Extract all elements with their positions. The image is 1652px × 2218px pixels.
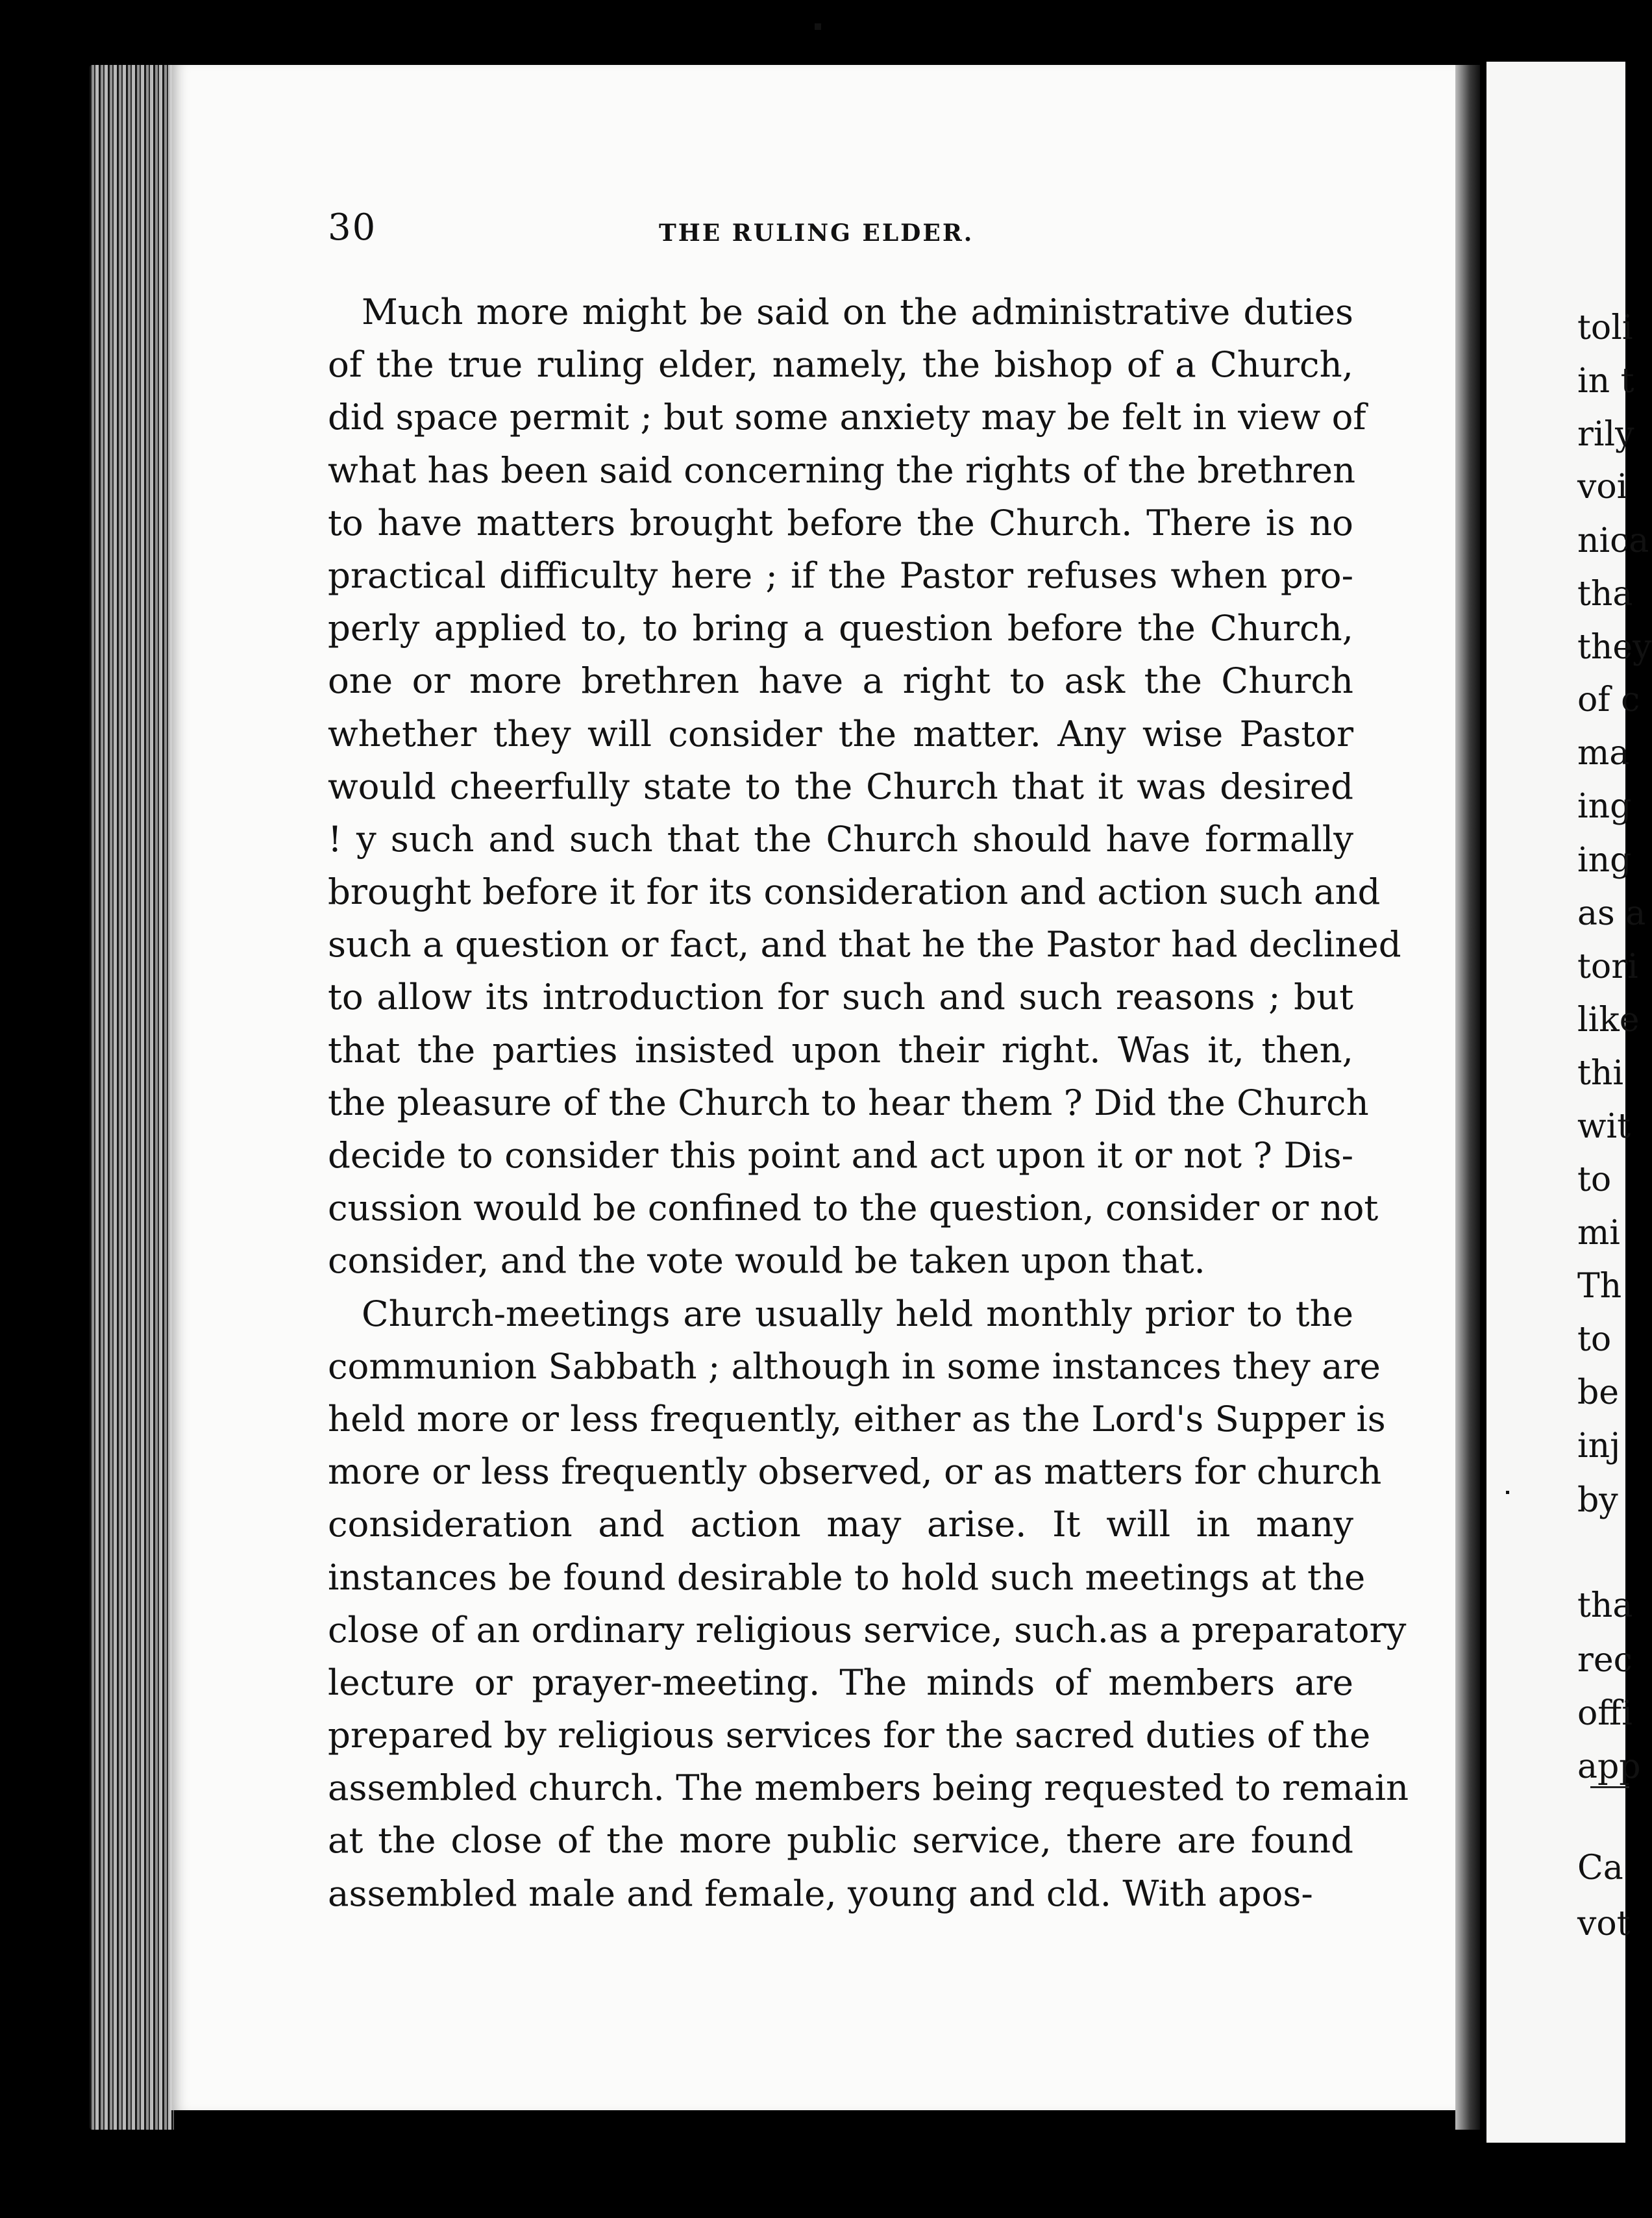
text-line: to have matters brought before the Church. There is no [328,501,1353,543]
text-line: assembled male and female, young and cld. With apos- [328,1872,1313,1914]
text-line: decide to consider this point and act upon it or not ? Dis- [328,1134,1353,1176]
text-line: ! y such and such that the Church should have formally [328,817,1353,860]
facing-page-line: toli [1577,308,1633,347]
facing-page-line: ma [1577,734,1630,773]
facing-page-line: thi [1577,1054,1624,1093]
facing-page-line: by [1577,1481,1618,1520]
text-line: such a question or fact, and that he the Pastor had declined [328,923,1401,966]
text-line: more or less frequently observed, or as matters for church [328,1451,1382,1493]
text-line: assembled church. The members being requested to remain [328,1767,1409,1809]
facing-page-line: Th [1577,1267,1622,1306]
paragraph [328,286,1401,1288]
facing-page-line: voi [1577,467,1628,506]
book-gutter [1455,65,1480,2130]
running-title: THE RULING ELDER. [659,219,974,247]
page-block-edges [90,65,174,2130]
ink-speck [1506,1491,1509,1494]
text-line: of the true ruling elder, namely, the bishop of a Church, [328,343,1353,386]
facing-page-line: be [1577,1373,1620,1412]
body-text [328,286,1409,1920]
text-line: at the close of the more public service, there are found [328,1819,1353,1862]
text-line: practical difficulty here ; if the Pastor refuses when pro- [328,554,1353,596]
facing-page-line: they [1577,628,1652,667]
footnote-rule [1590,1786,1629,1788]
text-line: prepared by religious services for the sacred duties of the [328,1714,1371,1756]
text-line: communion Sabbath ; although in some instances they are [328,1345,1381,1387]
text-line: that the parties insisted upon their right. Was it, then, [328,1028,1353,1071]
text-line: close of an ordinary religious service, such.as a preparatory [328,1608,1407,1651]
text-line: did space permit ; but some anxiety may be felt in view of [328,396,1366,438]
facing-page-fragment [1486,62,1652,2143]
facing-page-line: tori [1577,947,1638,986]
facing-page-line: to [1577,1160,1612,1199]
text-line: consider, and the vote would be taken upon that. [328,1240,1205,1282]
text-line: lecture or prayer-meeting. The minds of members are [328,1661,1353,1703]
text-line: instances be found desirable to hold such meetings at the [328,1556,1366,1598]
facing-page-line: to [1577,1320,1612,1359]
text-line: consideration and action may arise. It will in many [328,1503,1353,1545]
text-line: the pleasure of the Church to hear them ? Did the Church [328,1081,1369,1123]
facing-page-line: of c [1577,680,1640,719]
facing-page-line: vot [1577,1904,1631,1943]
facing-page-line: rily [1577,415,1634,454]
facing-page-line: Ca [1577,1849,1623,1888]
ink-speck [815,23,821,30]
facing-page-line: mi [1577,1214,1620,1252]
text-line: would cheerfully state to the Church that it was desired [328,765,1353,807]
text-line: held more or less frequently, either as the Lord's Supper is [328,1397,1386,1439]
text-line: perly applied to, to bring a question before the Church, [328,607,1353,649]
text-line: to allow its introduction for such and such reasons ; but [328,976,1353,1018]
text-line: Church-meetings are usually held monthly prior to the [362,1292,1353,1334]
paragraph [328,1288,1409,1920]
facing-page-line: tha [1577,1586,1633,1625]
facing-page-line: app [1577,1747,1641,1786]
facing-page-line: offi [1577,1694,1633,1733]
facing-page-line: rec [1577,1641,1633,1680]
facing-page-line: nica [1577,521,1649,560]
text-line: Much more might be said on the administrative duties [362,291,1353,332]
facing-page-line: like [1577,1001,1640,1040]
facing-page-line: tha [1577,575,1633,614]
page-number: 30 [328,206,377,249]
text-line: whether they will consider the matter. Any wise Pastor [328,712,1353,754]
facing-page-line: ing [1577,787,1632,826]
facing-page-line: as a [1577,894,1646,933]
facing-page-line: wit [1577,1107,1631,1146]
text-line: one or more brethren have a right to ask the Church [328,660,1353,702]
facing-page-line: ing [1577,841,1632,880]
text-line: brought before it for its consideration and action such and [328,871,1381,913]
facing-page-line: inj [1577,1427,1621,1465]
text-line: what has been said concerning the rights of the brethren [328,449,1356,491]
text-line: cussion would be confined to the question, consider or not [328,1187,1379,1229]
facing-page-line: in t [1577,362,1634,401]
